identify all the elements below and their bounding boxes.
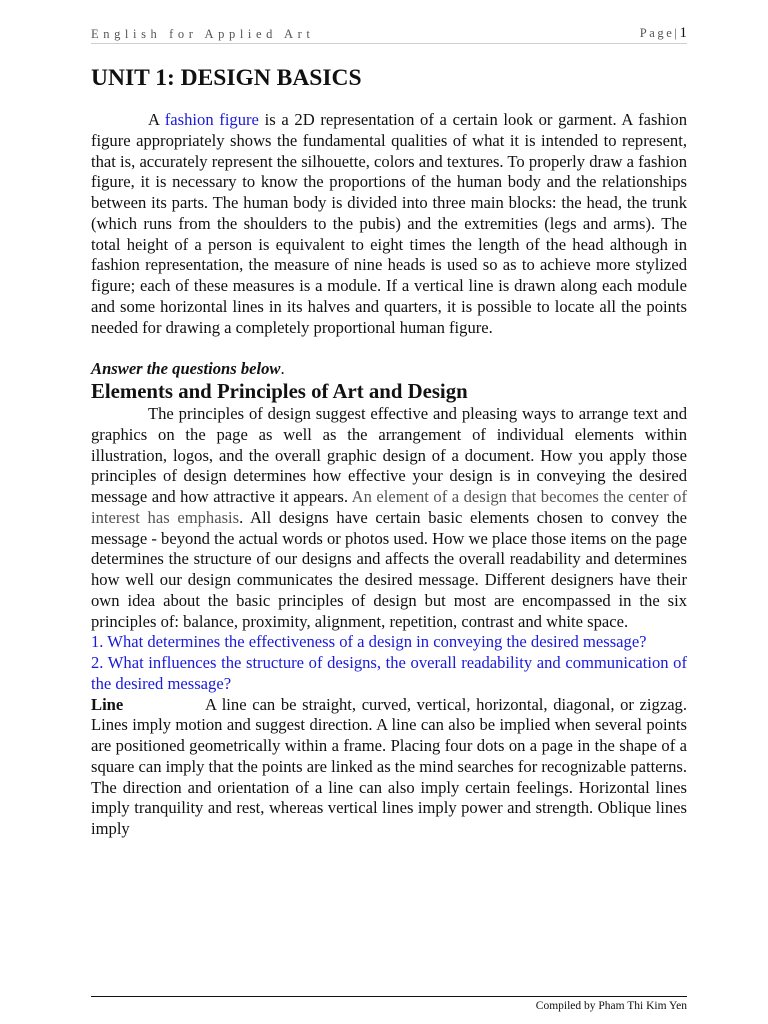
principles-paragraph — [91, 404, 687, 632]
line-text: A line can be straight, curved, vertical, horizontal, diagonal, or zigzag. Lines imply motion and suggest direction. A line can also be implied when several points are positioned geometrically within a frame. Placing four dots on a page in the shape of a square can imply that the points are linked as the mind searches for recognizable patterns. The direction and orientation of a line can also imply certain feelings. Horizontal lines imply tranquility and rest, whereas vertical lines imply power and strength. Oblique lines imply — [91, 694, 687, 838]
principles-text-1: The principles of design suggest effective and pleasing ways to arrange text and graphics on the page as well as the arrangement of individual elements within illustration, logos, and the overall graphic design of a document. How you apply those principles of design determines how effective your design is in conveying the desired message and how attractive it appears. — [91, 404, 687, 506]
instruction — [91, 359, 687, 380]
fashion-figure-link[interactable]: fashion figure — [164, 110, 259, 129]
running-header-title: English for Applied Art — [91, 27, 315, 41]
page-header — [91, 25, 687, 44]
intro-lead: A — [148, 110, 165, 129]
section-title: Elements and Principles of Art and Design — [91, 380, 468, 403]
unit-title: UNIT 1: DESIGN BASICS — [91, 65, 362, 91]
line-paragraph — [91, 695, 687, 840]
instruction-dot: . — [280, 359, 285, 379]
page-number-label: Page|1 — [639, 25, 687, 41]
question-2: 2. What influences the structure of designs, the overall readability and communication of the desired message? — [91, 653, 687, 693]
footer-rule — [91, 996, 687, 997]
intro-text: is a 2D representation of a certain look or garment. A fashion figure appropriately shows the fundamental qualities of what it is intended to represent, that is, accurately represent the silhouette, colors and textures. To properly draw a fashion figure, it is necessary to know the proportions of the human body and the relationships between its parts. The human body is divided into three main blocks: the head, the trunk (which runs from the shoulders to the pubis) and the extremities (legs and arms). The total height of a person is equivalent to eight times the length of the head although in fashion representation, the measure of nine heads is used so as to achieve more stylized figure; each of these measures is a module. If a vertical line is drawn along each module and some horizontal lines in its halves and quarters, it is possible to locate all the points needed for drawing a completely proportional human figure. — [91, 110, 687, 337]
question-1: 1. What determines the effectiveness of a design in conveying the desired message? — [91, 632, 647, 652]
page-label: Page — [639, 26, 675, 40]
line-term: Line — [91, 694, 124, 714]
emphasis-sentence: An element of a design that becomes the center of interest has emphasis — [91, 487, 687, 527]
page-number: 1 — [679, 25, 687, 41]
page-content — [91, 62, 687, 840]
instruction-text: Answer the questions below — [91, 359, 281, 379]
footer-credit: Compiled by Pham Thi Kim Yen — [535, 1000, 687, 1012]
principles-text-2: . All designs have certain basic elements chosen to convey the message - beyond the actual words or photos used. How we place those items on the page determines the structure of our designs and affects the overall readability and determines how well our design communicates the desired message. Different designers have their own idea about the basic principles of design but most are encompassed in the six principles of: balance, proximity, alignment, repetition, contrast and white space. — [91, 507, 687, 631]
intro-paragraph — [91, 110, 687, 338]
